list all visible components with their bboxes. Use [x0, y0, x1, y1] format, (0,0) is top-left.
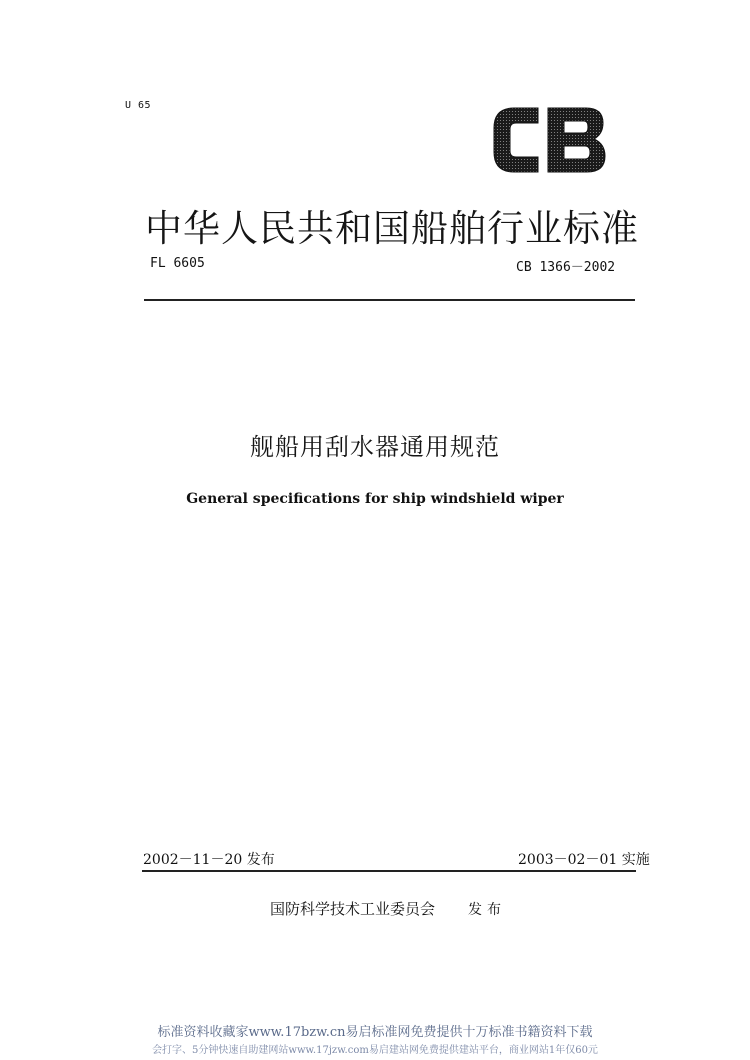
top-divider	[144, 299, 635, 301]
implementation-date: 2003－02－01 实施	[518, 852, 650, 868]
classification-code: FL 6605	[150, 256, 205, 271]
standard-title: 中华人民共和国船舶行业标准	[145, 207, 639, 250]
issuer-label: 发布	[468, 902, 506, 918]
document-title-zh: 舰船用刮水器通用规范	[250, 433, 500, 461]
document-title-en: General specifications for ship windshield wiper	[186, 491, 564, 507]
watermark-line-1: 标准资料收藏家www.17bzw.cn易启标准网免费提供十万标准书籍资料下载	[157, 1025, 593, 1040]
cb-logo	[490, 104, 610, 176]
issuer: 国防科学技术工业委员会	[270, 900, 436, 918]
bottom-divider	[142, 870, 636, 872]
issue-date: 2002－11－20 发布	[143, 852, 275, 868]
standard-number: CB 1366－2002	[516, 260, 616, 275]
ccs-code: U 65	[125, 100, 152, 111]
watermark-line-2: 会打字、5分钟快速自助建网站www.17jzw.com易启建站网免费提供建站平台，商业网站1年仅60元	[152, 1045, 598, 1056]
